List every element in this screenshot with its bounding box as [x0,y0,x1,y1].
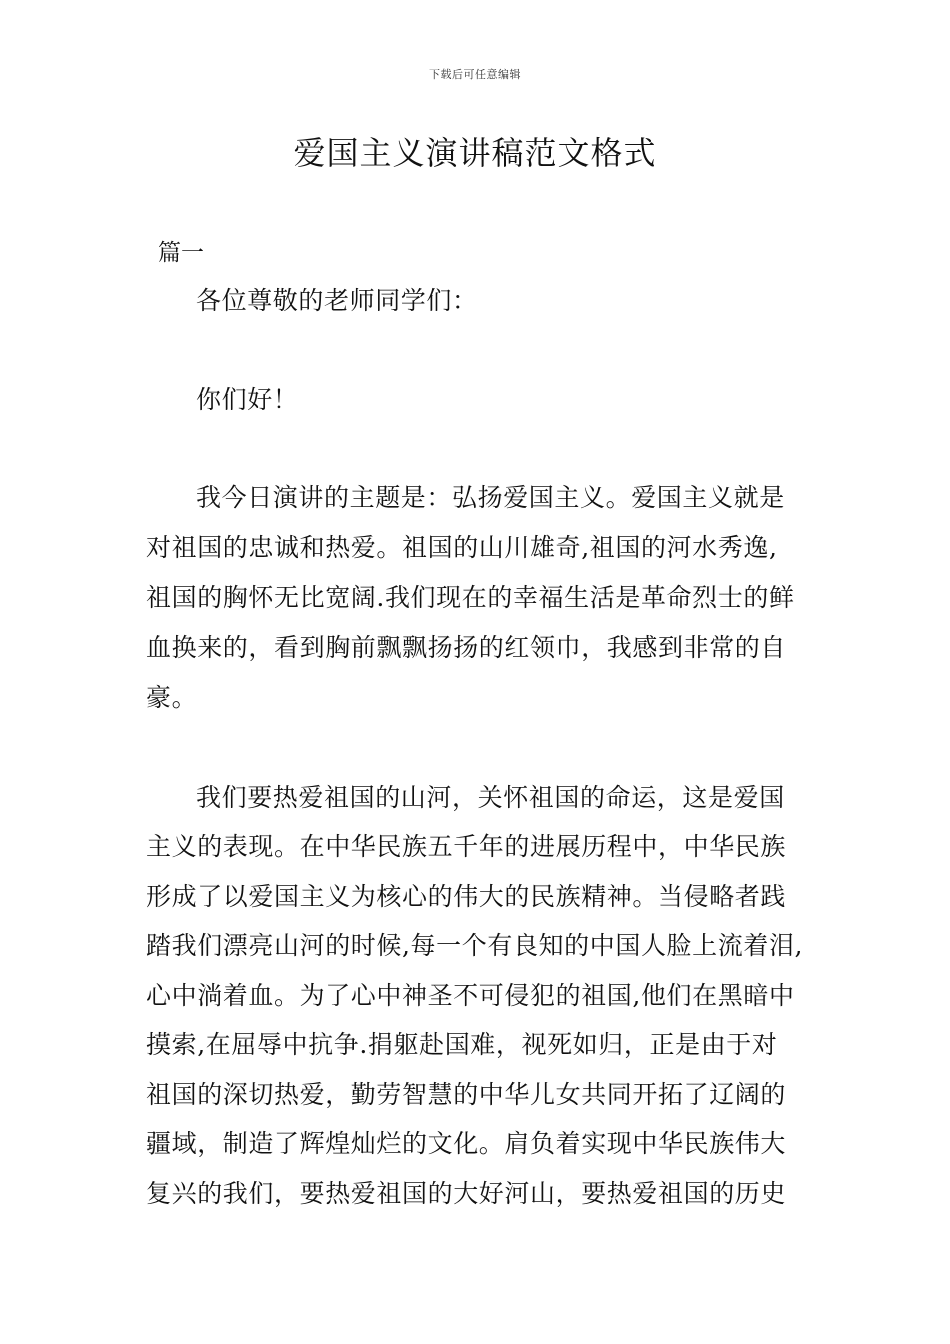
paragraph-line: 复兴的我们，要热爱祖国的大好河山，要热爱祖国的历史 [146,1179,787,1208]
paragraph-line: 我今日演讲的主题是：弘扬爱国主义。爱国主义就是 [196,483,785,512]
header-note: 下载后可任意编辑 [429,68,521,81]
paragraph-line: 血换来的，看到胸前飘飘扬扬的红领巾，我感到非常的自 [146,633,787,662]
document-title: 爱国主义演讲稿范文格式 [293,134,657,172]
greeting-line: 各位尊敬的老师同学们： [196,286,478,315]
paragraph-line: 豪。 [146,683,198,712]
paragraph-line: 疆域，制造了辉煌灿烂的文化。肩负着实现中华民族伟大 [146,1129,787,1158]
paragraph-line: 形成了以爱国主义为核心的伟大的民族精神。当侵略者践 [146,882,787,911]
paragraph-line: 祖国的胸怀无比宽阔.我们现在的幸福生活是革命烈士的鲜 [146,583,795,612]
paragraph-line: 摸索,在屈辱中抗争.捐躯赴国难，视死如归，正是由于对 [146,1030,778,1059]
hello-line: 你们好！ [196,385,299,414]
paragraph-line: 我们要热爱祖国的山河，关怀祖国的命运，这是爱国 [196,783,785,812]
section-label: 篇一 [158,240,204,266]
paragraph-line: 踏我们漂亮山河的时候,每一个有良知的中国人脸上流着泪, [146,931,804,960]
paragraph-line: 心中淌着血。为了心中神圣不可侵犯的祖国,他们在黑暗中 [146,981,795,1010]
paragraph-line: 主义的表现。在中华民族五千年的进展历程中，中华民族 [146,832,787,861]
paragraph-line: 对祖国的忠诚和热爱。祖国的山川雄奇,祖国的河水秀逸, [146,533,778,562]
paragraph-line: 祖国的深切热爱，勤劳智慧的中华儿女共同开拓了辽阔的 [146,1080,787,1109]
